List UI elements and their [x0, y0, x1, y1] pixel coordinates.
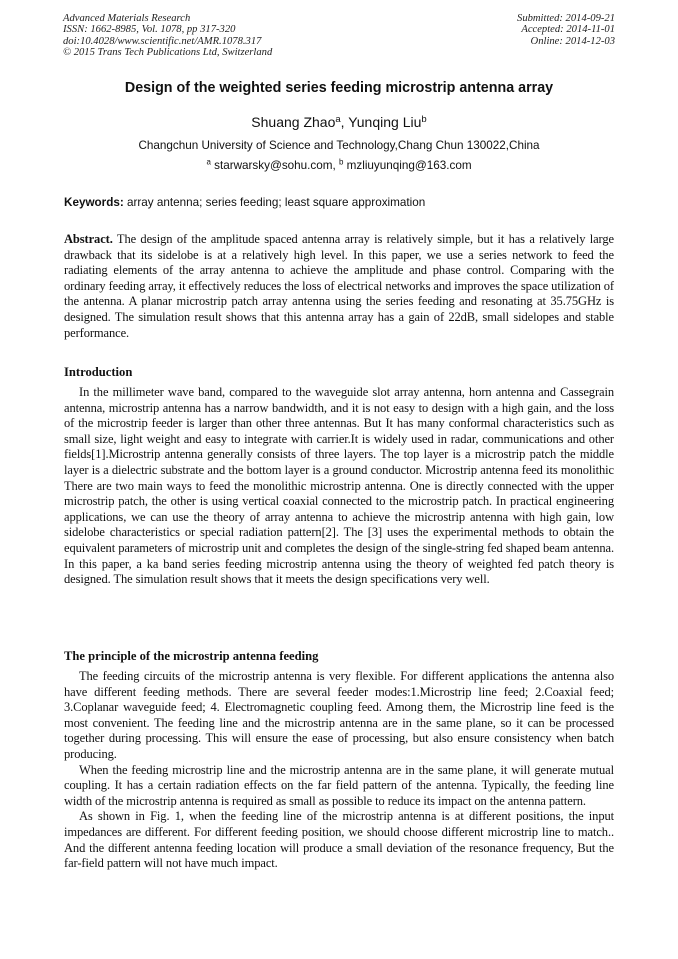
email-b: mzliuyunqing@163.com [343, 159, 472, 172]
section-heading-feeding-principle: The principle of the microstrip antenna feeding [64, 649, 319, 663]
abstract-label: Abstract. [64, 232, 113, 246]
affiliation: Changchun University of Science and Technology,Chang Chun 130022,China [138, 139, 540, 152]
keywords-text: array antenna; series feeding; least square approximation [123, 196, 426, 209]
paragraph: When the feeding microstrip line and the microstrip antenna are in the same plane, it will generate mutual coupling. It has a certain radiation effects on the far field pattern of the antenna. Typically, the feeding line width of the microstrip antenna is required as small as possible to reduce its impact on the antenna pattern. [64, 762, 614, 808]
email-a-mark: a [206, 157, 211, 167]
online-date: Online: 2014-12-03 [530, 35, 615, 47]
journal-issn: ISSN: 1662-8985, Vol. 1078, pp 317-320 [63, 24, 236, 36]
author-1-name: Shuang Zhao [251, 114, 336, 130]
paper-title: Design of the weighted series feeding microstrip antenna array [124, 80, 554, 96]
author-list [0, 114, 678, 130]
keywords [64, 196, 616, 209]
accepted-date: Accepted: 2014-11-01 [521, 24, 615, 36]
paragraph: As shown in Fig. 1, when the feeding line of the microstrip antenna is at different positions, the input impedances are different. For different feeding position, we should choose different microstrip line to match.. And the different antenna feeding location will produce a small deviation of the resonance frequency, But the far-field pattern will not have much impact. [64, 809, 614, 871]
abstract-text: The design of the amplitude spaced antenna array is relatively simple, but it has a relatively large drawback that its sidelobe is at a relatively high level. In this paper, we use a series network to feed the radiating elements of the array antenna to achieve the amplitude and phase control. Comparing with the ordinary feeding array, it effectively reduces the loss of electrical networks and improves the space utilization of the antenna. A planar microstrip patch array antenna using the series feeding and resonating at 35.75GHz is designed. The simulation result shows that this antenna array has a gain of 22dB, small sidelopes and stable performance. [64, 232, 614, 340]
section-body-feeding-principle [64, 669, 614, 872]
email-b-mark: b [338, 157, 344, 167]
journal-header-right [517, 13, 615, 47]
section-body-introduction [64, 385, 614, 588]
author-1-affil-mark: a [335, 113, 341, 125]
author-2-affil-mark: b [421, 113, 427, 125]
author-emails [0, 159, 678, 172]
section-heading-introduction: Introduction [64, 365, 133, 379]
journal-header-left [63, 13, 272, 58]
journal-name: Advanced Materials Research [63, 13, 191, 24]
keywords-label: Keywords: [64, 196, 124, 209]
journal-doi: doi:10.4028/www.scientific.net/AMR.1078.317 [63, 35, 262, 47]
paragraph: In the millimeter wave band, compared to the waveguide slot array antenna, horn antenna and Cassegrain antenna, microstrip antenna has a narrow bandwidth, and it is not easy to design with a high gain, and the loss of the microstrip feeder is larger than other three antennas. But It has many conformal characteristics such as small size, light weight and easy to integrate with carrier.It is widely used in radar, communications and other fields[1].Microstrip antenna generally consists of three layers. The top layer is a microstrip patch the middle layer is a dielectric substrate and the bottom layer is a ground conductor. Microstrip antenna feed its monolithic There are two main ways to feed the monolithic microstrip antenna. One is directly connected with the upper microstrip patch, the other is using vertical coaxial connected to the microstrip patch. In practical engineering applications, we can use the theory of array antenna to achieve the microstrip antenna with high gain, low sidelobe characteristics or special radiation pattern[2]. The [3] uses the experimental methods to obtain the equivalent parameters of microstrip unit and completes the design of the single-string fed shaped beam antenna. In this paper, a ka band series feeding microstrip antenna using the theory of weighted fed patch theory is designed. The simulation result shows that it meets the design specifications very well. [64, 385, 614, 587]
email-a: starwarsky@sohu.com, [210, 159, 339, 172]
paragraph: The feeding circuits of the microstrip antenna is very flexible. For different applications the antenna also have different feeding methods. There are several feeder modes:1.Microstrip line feed; 2.Coaxial feed; 3.Coplanar waveguide feed; 4. Electromagnetic coupling feed. Among them, the Microstrip line feed is the most convenient. The feeding line and the microstrip antenna are in the same plane, so it can be processed together during processing. This will ensure the ease of processing, but also ensure consistency when batch producing. [64, 669, 614, 761]
journal-copyright: © 2015 Trans Tech Publications Ltd, Switzerland [63, 46, 273, 58]
author-2-name: Yunqing Liu [348, 114, 422, 130]
submitted-date: Submitted: 2014-09-21 [517, 13, 615, 24]
abstract [64, 232, 614, 341]
author-separator: , [340, 114, 349, 130]
